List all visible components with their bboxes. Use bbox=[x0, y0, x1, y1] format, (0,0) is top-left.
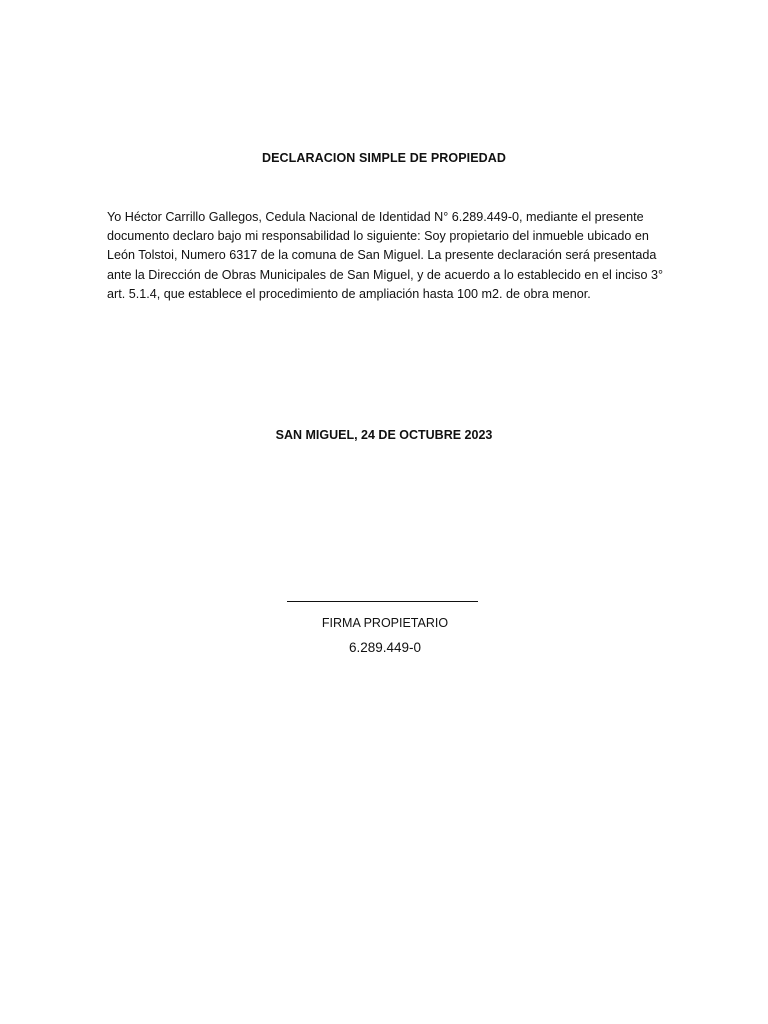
paragraph-line: Yo Héctor Carrillo Gallegos, Cedula Nacional de Identidad N° 6.289.449-0, mediante el presente bbox=[107, 210, 644, 224]
document-title: DECLARACION SIMPLE DE PROPIEDAD bbox=[261, 151, 507, 165]
declaration-paragraph bbox=[107, 208, 663, 304]
paragraph-line: documento declaro bajo mi responsabilidad lo siguiente: Soy propietario del inmueble ubicado en bbox=[107, 229, 649, 244]
place-and-date: SAN MIGUEL, 24 DE OCTUBRE 2023 bbox=[275, 428, 493, 442]
paragraph-line: León Tolstoi, Numero 6317 de la comuna de San Miguel. La presente declaración será presentada bbox=[107, 248, 657, 263]
signature-id-number: 6.289.449-0 bbox=[348, 640, 422, 655]
signature-line bbox=[287, 601, 478, 602]
paragraph-line: art. 5.1.4, que establece el procedimiento de ampliación hasta 100 m2. de obra menor. bbox=[107, 286, 591, 301]
paragraph-line: ante la Dirección de Obras Municipales de San Miguel, y de acuerdo a lo establecido en el inciso 3° bbox=[107, 267, 663, 282]
signature-label: FIRMA PROPIETARIO bbox=[321, 616, 449, 630]
